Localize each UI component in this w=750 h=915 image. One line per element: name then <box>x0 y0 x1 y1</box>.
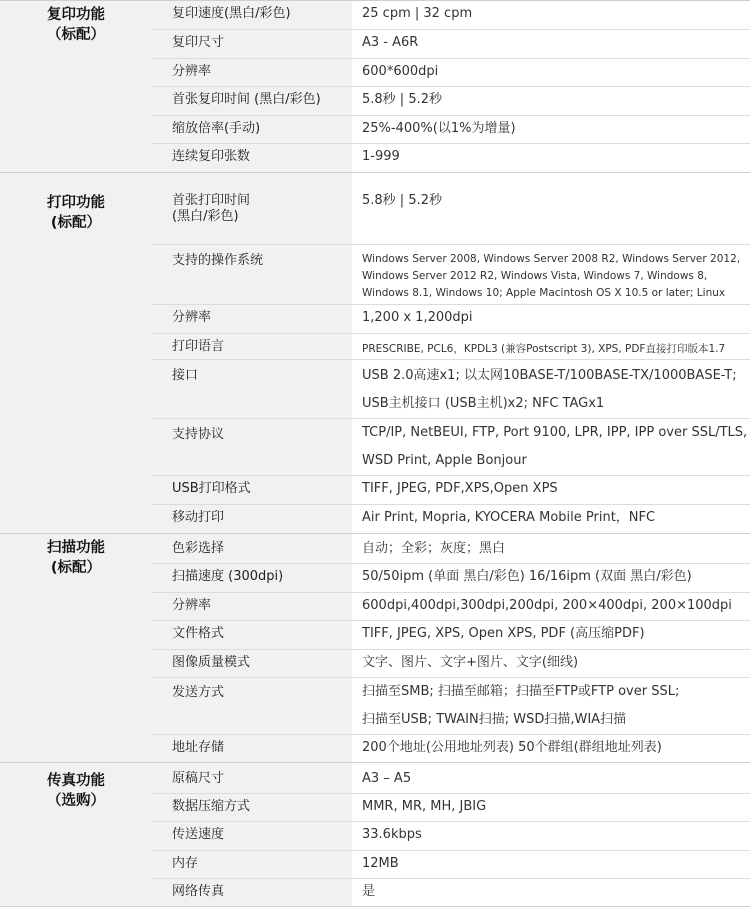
spec-label: 支持的操作系统 <box>152 245 352 304</box>
spec-value <box>362 534 750 557</box>
spec-value-line: 50/50ipm (单面 黑白/彩色) 16/16ipm (双面 黑白/彩色) <box>362 569 692 584</box>
spec-value-line: 5.8秒 | 5.2秒 <box>362 193 442 208</box>
section-title: 打印功能 <box>47 195 105 211</box>
spec-value <box>362 305 750 326</box>
spec-value-line: 1-999 <box>362 149 400 164</box>
spec-value-line: 33.6kbps <box>362 827 422 842</box>
spec-value <box>362 87 750 108</box>
spec-row <box>152 878 750 906</box>
spec-value <box>362 245 750 302</box>
spec-value-line: Windows Server 2012 R2, Windows Vista, Windows 7, Windows 8, <box>362 270 708 282</box>
spec-label: 复印尺寸 <box>152 30 352 58</box>
spec-value-line: 600dpi,400dpi,300dpi,200dpi, 200×400dpi, 200×100dpi <box>362 598 732 613</box>
spec-row <box>152 115 750 143</box>
spec-value <box>362 822 750 843</box>
spec-label: 地址存储 <box>152 735 352 762</box>
spec-value <box>362 59 750 80</box>
section-subtitle: (标配） <box>50 560 102 576</box>
spec-label: 原稿尺寸 <box>152 763 352 793</box>
spec-value <box>362 735 750 756</box>
section-print <box>0 172 152 533</box>
spec-label: USB打印格式 <box>152 476 352 504</box>
spec-row <box>152 563 750 592</box>
spec-value <box>362 334 750 357</box>
spec-value <box>362 419 750 475</box>
spec-value-line: 200个地址(公用地址列表) 50个群组(群组地址列表) <box>362 740 662 755</box>
spec-value <box>362 763 750 787</box>
spec-value <box>362 851 750 872</box>
spec-row <box>152 304 750 333</box>
section-scan <box>0 533 152 762</box>
spec-value <box>362 30 750 51</box>
spec-label: 复印速度(黑白/彩色) <box>152 1 352 29</box>
spec-value-line: USB主机接口 (USB主机)x2; NFC TAGx1 <box>362 396 605 411</box>
spec-label: 支持协议 <box>152 419 352 475</box>
spec-row <box>152 734 750 762</box>
spec-value <box>362 650 750 671</box>
table-bottom-border <box>0 906 750 907</box>
spec-label: 发送方式 <box>152 678 352 734</box>
spec-row <box>152 620 750 649</box>
spec-label: 传送速度 <box>152 822 352 850</box>
spec-label: 分辨率 <box>152 305 352 333</box>
spec-row <box>152 821 750 850</box>
spec-row <box>152 475 750 504</box>
spec-value <box>362 794 750 815</box>
section-title: 复印功能 <box>47 7 105 23</box>
spec-row <box>152 29 750 58</box>
spec-value-line: 5.8秒 | 5.2秒 <box>362 92 442 107</box>
section-copy <box>0 0 152 172</box>
spec-label-line: 首张打印时间 <box>172 193 251 208</box>
spec-value <box>362 564 750 585</box>
spec-row <box>152 143 750 172</box>
spec-value-line: 12MB <box>362 856 399 871</box>
spec-label: 首张复印时间 (黑白/彩色) <box>152 87 352 115</box>
spec-label: 连续复印张数 <box>152 144 352 172</box>
spec-row <box>152 0 750 29</box>
section-title: 扫描功能 <box>47 540 105 556</box>
spec-value-line: 扫描至SMB; 扫描至邮箱；扫描至FTP或FTP over SSL; <box>362 684 680 699</box>
spec-row <box>152 244 750 304</box>
spec-value-line: Windows Server 2008, Windows Server 2008 R2, Windows Server 2012, <box>362 253 741 265</box>
spec-value <box>362 116 750 137</box>
spec-value-line: A3 – A5 <box>362 771 412 786</box>
spec-value-line: WSD Print, Apple Bonjour <box>362 453 527 468</box>
spec-value-line: 自动；全彩；灰度；黑白 <box>362 541 506 556</box>
spec-value-line: A3 - A6R <box>362 35 419 50</box>
spec-value <box>362 593 750 614</box>
spec-value <box>362 678 750 734</box>
section-subtitle: （标配） <box>47 27 105 43</box>
spec-label: 图像质量模式 <box>152 650 352 677</box>
spec-value <box>362 173 750 209</box>
section-subtitle: （选购） <box>47 793 105 809</box>
spec-row <box>152 359 750 418</box>
spec-label: 文件格式 <box>152 621 352 649</box>
spec-label: 接口 <box>152 360 352 418</box>
spec-row <box>152 333 750 359</box>
spec-value-line: 是 <box>362 884 376 899</box>
spec-value-line: 扫描至USB; TWAIN扫描; WSD扫描,WIA扫描 <box>362 712 627 727</box>
spec-label <box>152 173 352 244</box>
spec-row <box>152 533 750 563</box>
spec-row <box>152 592 750 620</box>
spec-value-line: TIFF, JPEG, XPS, Open XPS, PDF (高压缩PDF) <box>362 626 645 641</box>
spec-label: 打印语言 <box>152 334 352 359</box>
spec-value <box>362 476 750 497</box>
spec-row <box>152 86 750 115</box>
spec-value-line: 文字、图片、文字+图片、文字(细线) <box>362 655 579 670</box>
spec-label: 内存 <box>152 851 352 878</box>
spec-value <box>362 144 750 165</box>
spec-value-line: MMR, MR, MH, JBIG <box>362 799 487 814</box>
spec-label: 数据压缩方式 <box>152 794 352 821</box>
spec-value-line: 25 cpm | 32 cpm <box>362 6 473 21</box>
spec-label: 网络传真 <box>152 879 352 906</box>
spec-row <box>152 649 750 677</box>
spec-value <box>362 505 750 526</box>
spec-row <box>152 793 750 821</box>
spec-row <box>152 418 750 475</box>
spec-value-line: 600*600dpi <box>362 64 439 79</box>
spec-value-line: Windows 8.1, Windows 10; Apple Macintosh OS X 10.5 or later; Linux <box>362 287 726 299</box>
section-fax <box>0 762 152 906</box>
spec-label: 分辨率 <box>152 593 352 620</box>
spec-label: 扫描速度 (300dpi) <box>152 564 352 592</box>
spec-row <box>152 172 750 244</box>
section-subtitle: (标配） <box>50 215 102 231</box>
spec-label-line: (黑白/彩色) <box>172 209 239 224</box>
spec-value-line: TCP/IP, NetBEUI, FTP, Port 9100, LPR, IPP, IPP over SSL/TLS, <box>362 425 748 440</box>
section-title: 传真功能 <box>47 773 105 789</box>
spec-row <box>152 850 750 878</box>
spec-value-line: 1,200 x 1,200dpi <box>362 310 473 325</box>
spec-value-line: USB 2.0高速x1; 以太网10BASE-T/100BASE-TX/1000BASE-T; <box>362 368 737 383</box>
spec-label: 移动打印 <box>152 505 352 533</box>
spec-value <box>362 621 750 642</box>
spec-value-line: Air Print, Mopria, KYOCERA Mobile Print，NFC <box>362 510 656 525</box>
spec-label: 缩放倍率(手动) <box>152 116 352 143</box>
spec-value-line: 25%-400%(以1%为增量) <box>362 121 516 136</box>
spec-value <box>362 1 750 22</box>
spec-value <box>362 879 750 900</box>
spec-row <box>152 58 750 86</box>
spec-label: 色彩选择 <box>152 534 352 563</box>
spec-row <box>152 762 750 793</box>
spec-value-line: TIFF, JPEG, PDF,XPS,Open XPS <box>362 481 558 496</box>
spec-label: 分辨率 <box>152 59 352 86</box>
spec-value <box>362 360 750 418</box>
spec-value-line: PRESCRIBE, PCL6，KPDL3 (兼容Postscript 3), XPS, PDF直接打印版本1.7 <box>362 343 726 355</box>
spec-row <box>152 677 750 734</box>
spec-row <box>152 504 750 533</box>
